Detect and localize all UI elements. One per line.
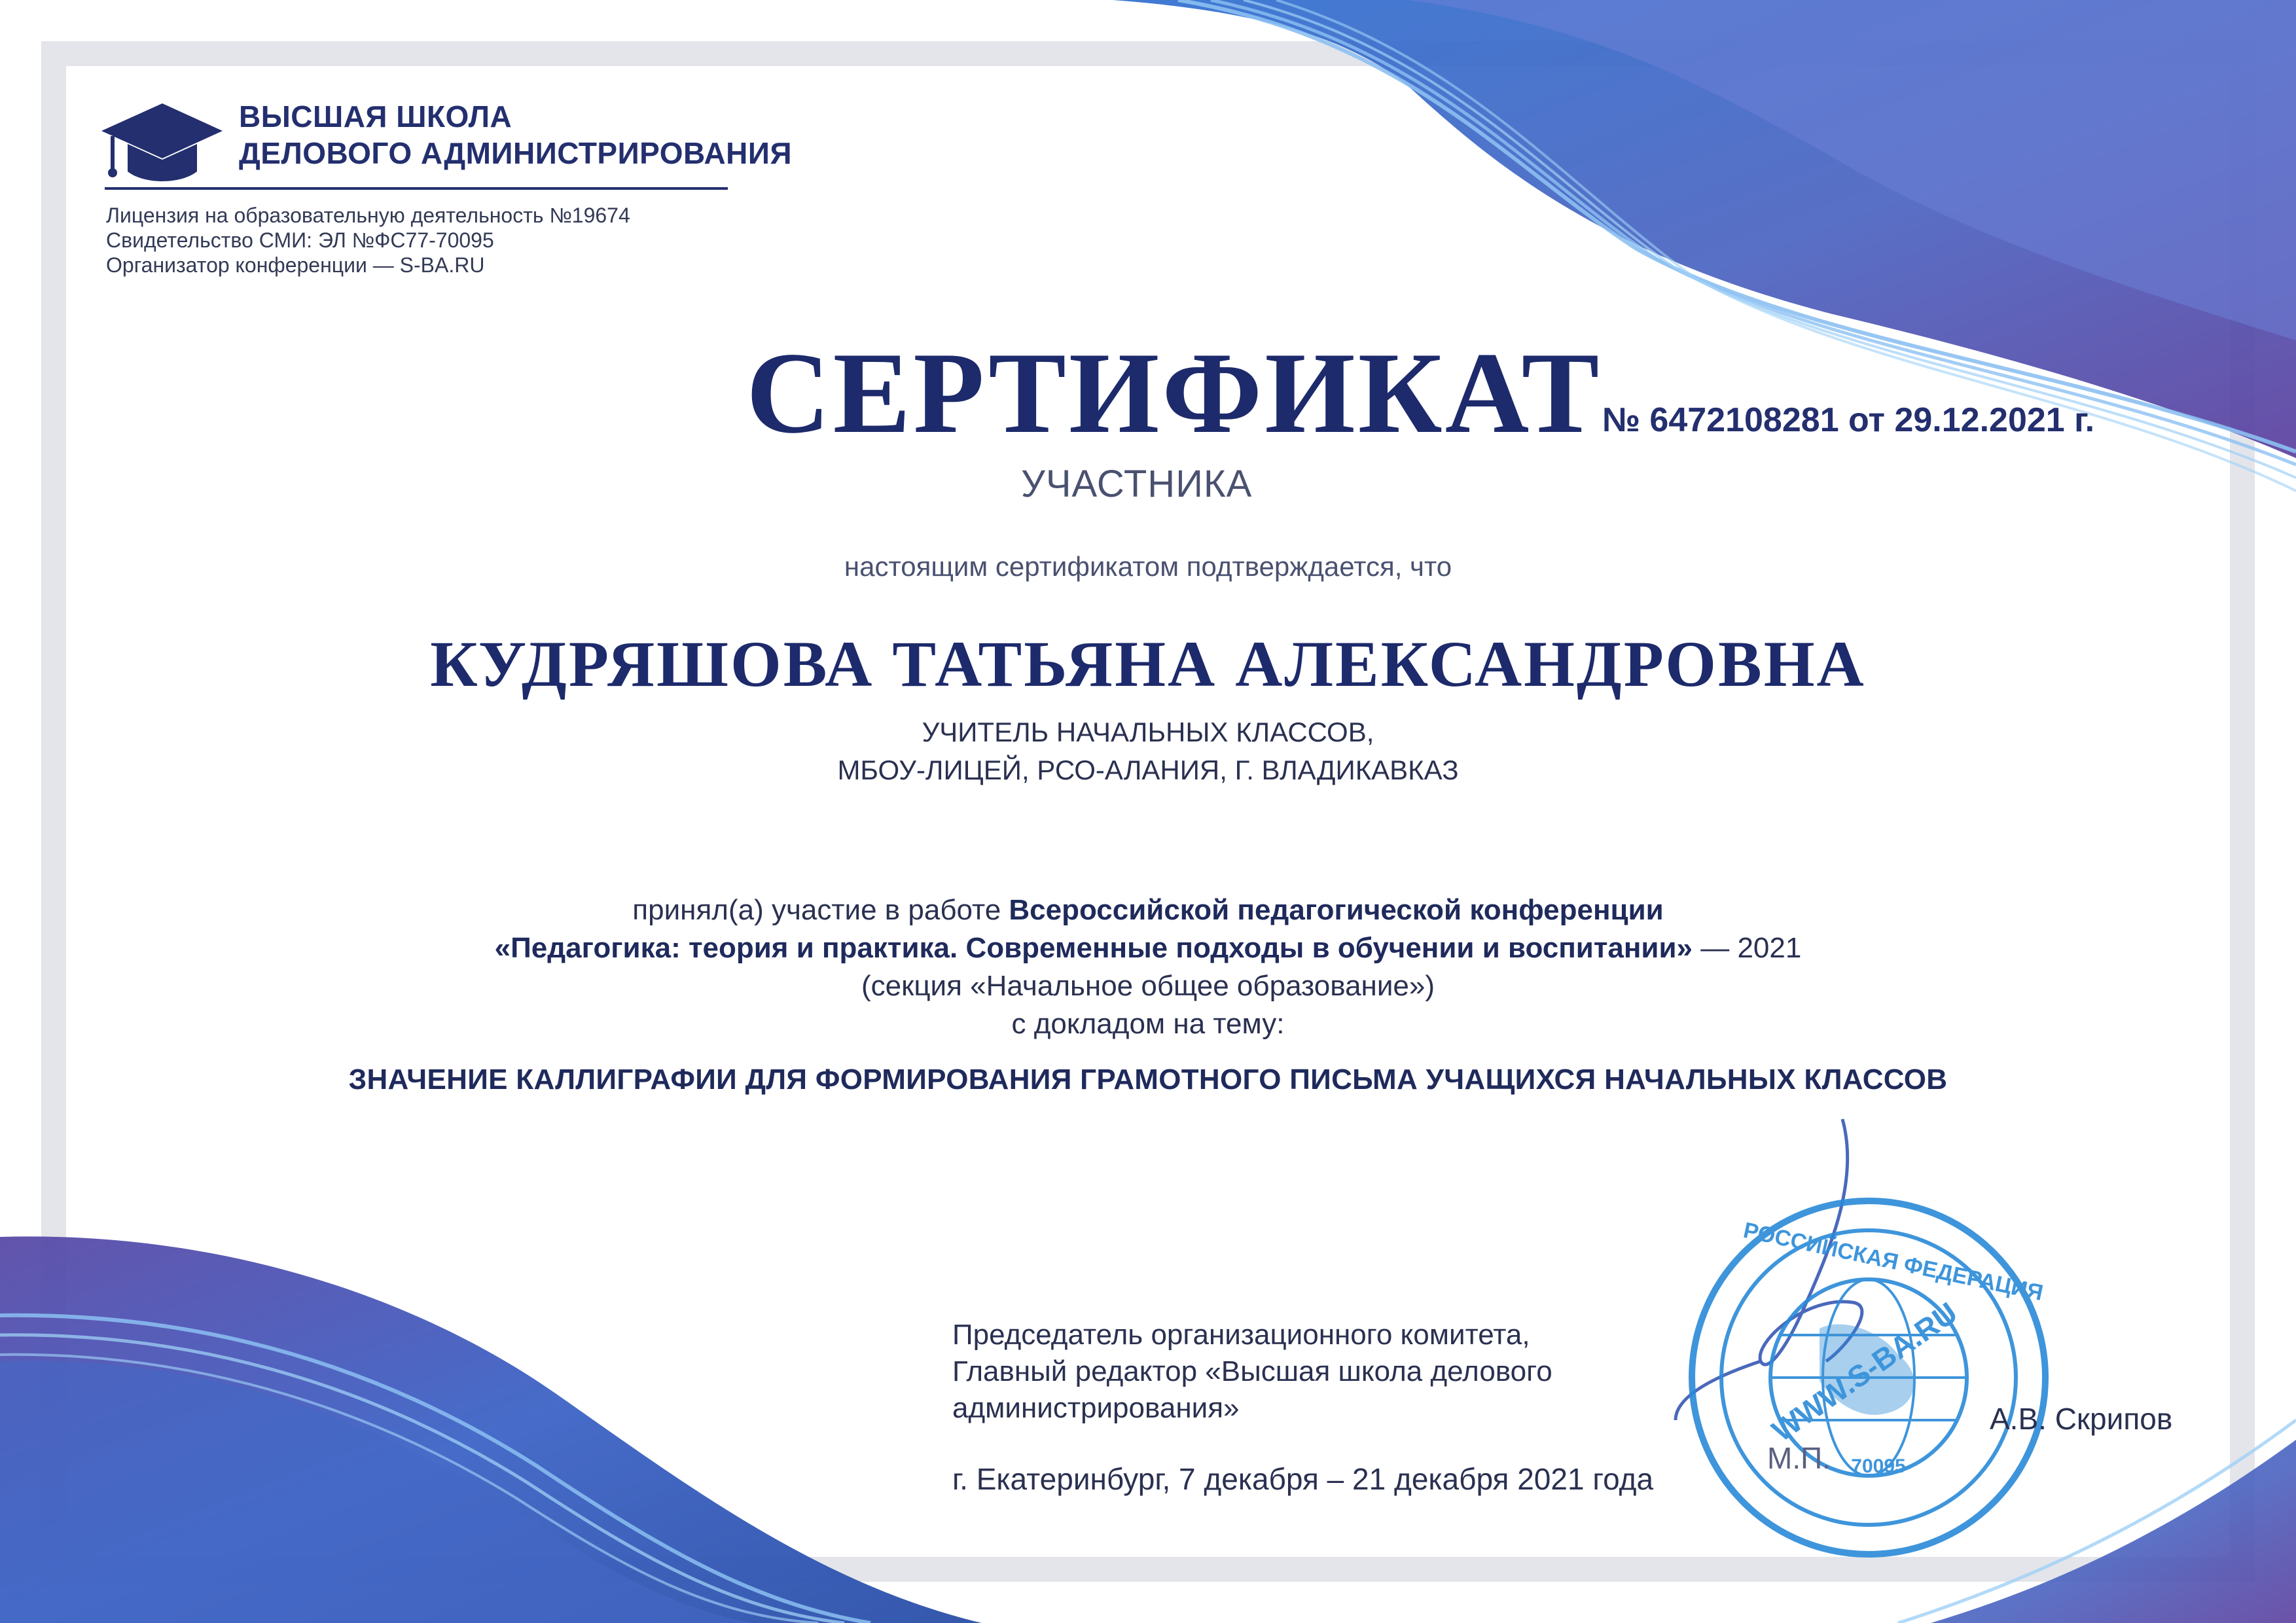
conference-type: Всероссийской педагогической конференции (1009, 894, 1664, 926)
media-cert-text: Свидетельство СМИ: ЭЛ №ФС77-70095 (106, 228, 494, 252)
certificate-subtitle: УЧАСТНИКА (1021, 463, 1253, 505)
place-and-dates: г. Екатеринбург, 7 декабря – 21 декабря 2021 года (952, 1462, 1654, 1496)
certificate-title: СЕРТИФИКАТ (746, 328, 1602, 457)
chair-line1: Председатель организационного комитета, (952, 1319, 1530, 1351)
chair-line3: администрирования» (952, 1392, 1240, 1424)
organization-name-line1: ВЫСШАЯ ШКОЛА (239, 99, 512, 134)
logo-divider (105, 187, 728, 190)
seal-mark: М.П. (1767, 1441, 1831, 1475)
position-line2: МБОУ-ЛИЦЕЙ, РСО-АЛАНИЯ, Г. ВЛАДИКАВКАЗ (837, 755, 1459, 785)
svg-text:РОССИЙСКАЯ ФЕДЕРАЦИЯ: РОССИЙСКАЯ ФЕДЕРАЦИЯ (1741, 1217, 2045, 1306)
conference-year: — 2021 (1693, 932, 1802, 964)
participation-prefix: принял(а) участие в работе (632, 894, 1009, 926)
conference-title: «Педагогика: теория и практика. Современные подходы в обучении и воспитании» (494, 932, 1693, 964)
conference-section: (секция «Начальное общее образование») (861, 970, 1435, 1002)
confirm-text: настоящим сертификатом подтверждается, что (844, 551, 1452, 582)
certificate-number: № 6472108281 от 29.12.2021 г. (1602, 401, 2095, 439)
svg-text:WWW.S-BA.RU: WWW.S-BA.RU (1765, 1295, 1964, 1448)
signer-name: А.В. Скрипов (1990, 1402, 2173, 1436)
recipient-name: КУДРЯШОВА ТАТЬЯНА АЛЕКСАНДРОВНА (430, 628, 1866, 700)
organizer-text: Организатор конференции — S-BA.RU (106, 253, 485, 277)
license-text: Лицензия на образовательную деятельность №19674 (106, 204, 630, 227)
svg-text:70095: 70095 (1851, 1455, 1906, 1477)
participation-line1 (0, 891, 2296, 929)
organization-info (106, 203, 630, 277)
participation-line2 (0, 929, 2296, 967)
chair-title (952, 1317, 1552, 1427)
report-intro: с докладом на тему: (1011, 1008, 1285, 1040)
organization-name-line2: ДЕЛОВОГО АДМИНИСТРИРОВАНИЯ (239, 136, 793, 170)
report-topic: ЗНАЧЕНИЕ КАЛЛИГРАФИИ ДЛЯ ФОРМИРОВАНИЯ ГРАМОТНОГО ПИСЬМА УЧАЩИХСЯ НАЧАЛЬНЫХ КЛАССОВ (348, 1063, 1948, 1096)
recipient-position (0, 713, 2296, 789)
chair-line2: Главный редактор «Высшая школа делового (952, 1355, 1552, 1387)
organization-name (239, 98, 792, 171)
official-stamp (1692, 1201, 2045, 1554)
graduation-cap-icon (101, 103, 223, 181)
position-line1: УЧИТЕЛЬ НАЧАЛЬНЫХ КЛАССОВ, (922, 717, 1374, 747)
participation-block (0, 891, 2296, 1043)
